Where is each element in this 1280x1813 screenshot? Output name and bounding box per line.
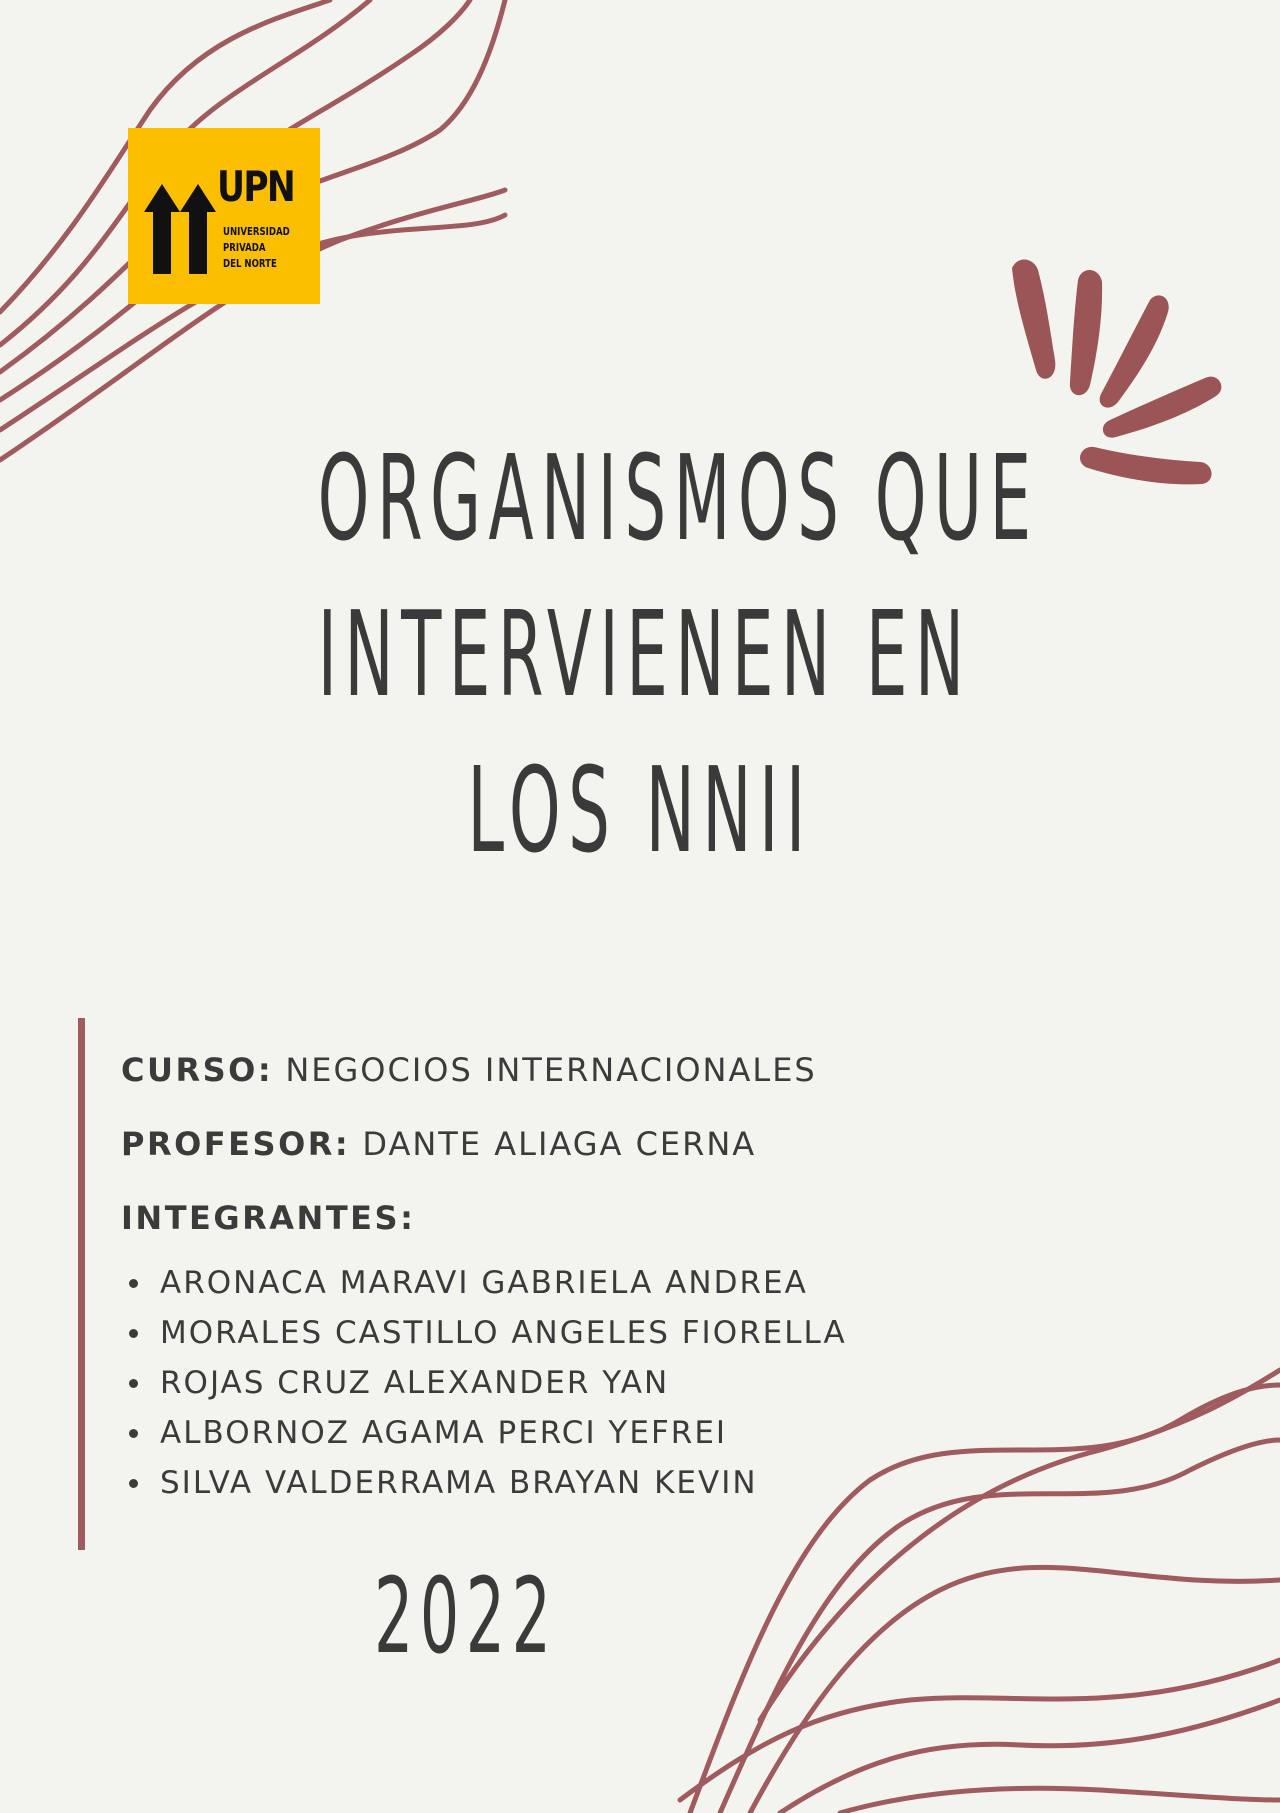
course-value: NEGOCIOS INTERNACIONALES [285, 1051, 817, 1089]
list-item: SILVA VALDERRAMA BRAYAN KEVIN [121, 1462, 847, 1512]
logo-name-line-2: PRIVADA [223, 241, 266, 254]
professor-line [121, 1124, 756, 1164]
members-heading [121, 1198, 415, 1238]
course-line [121, 1050, 817, 1090]
list-item: ROJAS CRUZ ALEXANDER YAN [121, 1362, 847, 1412]
logo-name-line-3: DEL NORTE [223, 257, 277, 270]
logo-abbreviation: UPN [217, 162, 295, 211]
upward-arrow-icon [138, 170, 220, 278]
accent-bar [78, 1018, 85, 1550]
list-item: MORALES CASTILLO ANGELES FIORELLA [121, 1312, 847, 1362]
list-item: ARONACA MARAVI GABRIELA ANDREA [121, 1262, 847, 1312]
list-item: ALBORNOZ AGAMA PERCI YEFREI [121, 1412, 847, 1462]
university-logo [128, 128, 320, 304]
professor-label: PROFESOR: [121, 1125, 351, 1163]
professor-value: DANTE ALIAGA CERNA [362, 1125, 757, 1163]
document-title [120, 420, 1160, 888]
course-label: CURSO: [121, 1051, 274, 1089]
members-list [121, 1262, 847, 1512]
logo-name-line-1: UNIVERSIDAD [223, 225, 290, 238]
members-label: INTEGRANTES: [121, 1199, 416, 1237]
year: 2022 [374, 1555, 558, 1677]
title-line-1: ORGANISMOS QUE [317, 429, 1039, 567]
title-line-3: LOS NNII [467, 741, 813, 879]
title-line-2: INTERVIENEN EN [317, 585, 972, 723]
